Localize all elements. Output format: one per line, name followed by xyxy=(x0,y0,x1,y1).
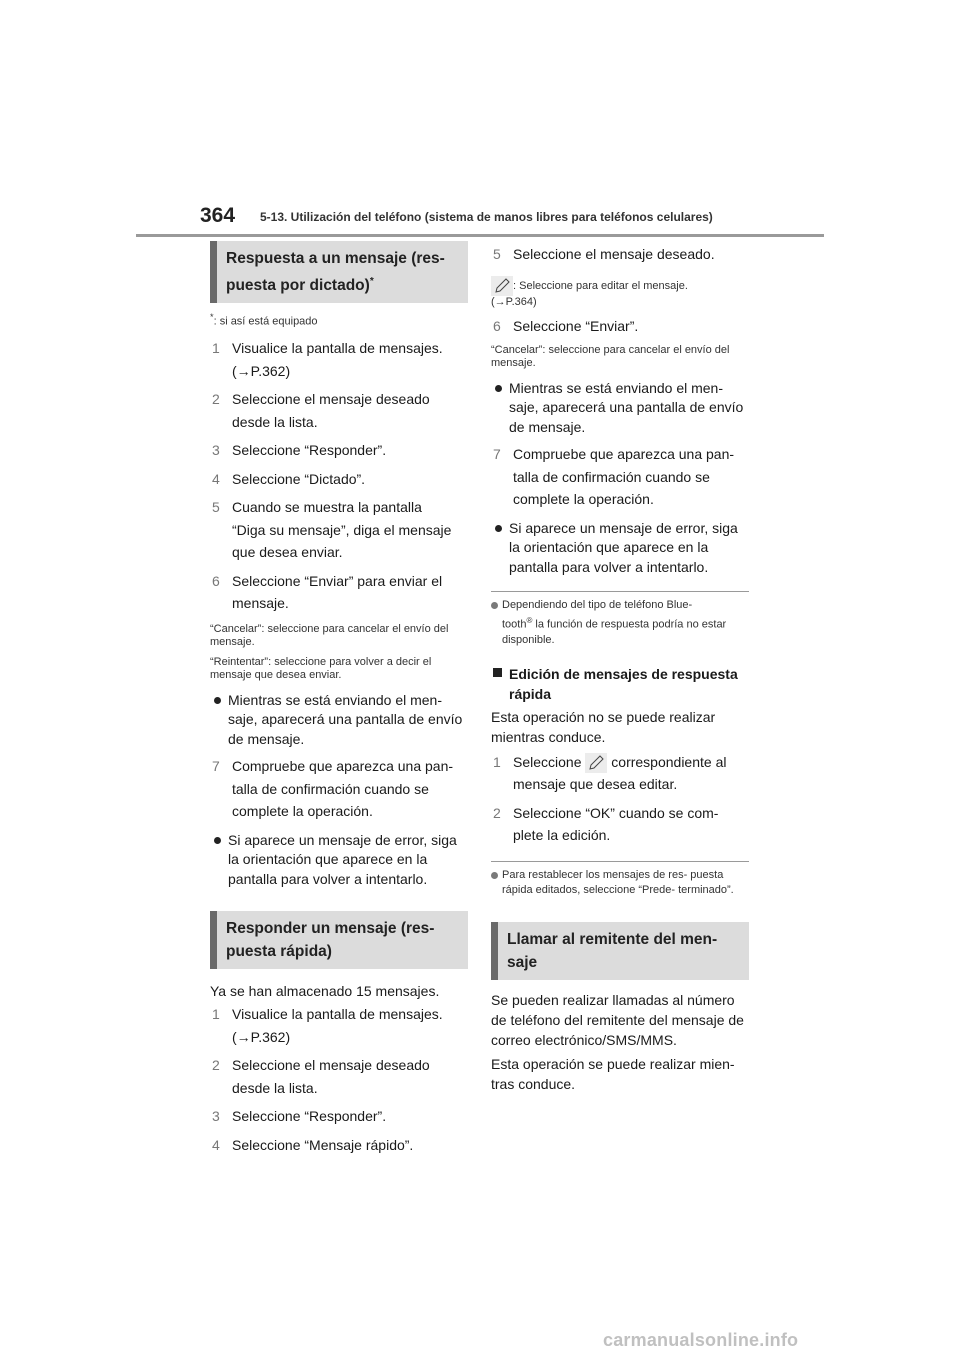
info-divider xyxy=(491,591,749,592)
step-item: 2 Seleccione el mensaje deseado desde la lista. xyxy=(212,391,430,430)
para-call: Se pueden realizar llamadas al número de teléfono del remitente del mensaje de correo electrónico/SMS/MMS. xyxy=(491,991,744,1048)
chapter-title: 5-13. Utilización del teléfono (sistema de manos libres para teléfonos celulares) xyxy=(260,210,713,224)
step-item: 1 Visualice la pantalla de mensajes. (→P.362) xyxy=(212,340,443,379)
step-item: 6 Seleccione “Enviar”. xyxy=(493,318,639,334)
pencil-note: : Seleccione para editar el mensaje. (→P.364) xyxy=(491,276,749,310)
square-bullet-icon xyxy=(493,668,502,677)
watermark: carmanualsonline.info xyxy=(603,1330,799,1350)
note-cancel: “Cancelar”: seleccione para cancelar el envío del mensaje. xyxy=(210,622,449,649)
bullet-sending: Mientras se está enviando el men- saje, aparecerá una pantalla de envío de mensaje. xyxy=(210,691,468,750)
step-item: 1 Visualice la pantalla de mensajes. (→P.362) xyxy=(212,1006,443,1045)
bullet-error: Si aparece un mensaje de error, siga la orientación que aparece en la pantalla para volver a intentarlo. xyxy=(491,519,749,578)
para-no-drive: Esta operación no se puede realizar mientras conduce. xyxy=(491,708,716,745)
step-item: 7 Compruebe que aparezca una pan- talla de confirmación cuando se complete la operación. xyxy=(212,758,454,820)
section-title-line1: Respuesta a un mensaje (res- xyxy=(226,250,445,267)
step-item: 7 Compruebe que aparezca una pan- talla de confirmación cuando se complete la operación. xyxy=(493,446,735,507)
left-column xyxy=(210,241,468,1156)
section-call-sender: Llamar al remitente del men- saje xyxy=(491,922,749,980)
bullet-sending: Mientras se está enviando el men- saje, aparecerá una pantalla de envío de mensaje. xyxy=(491,379,749,438)
step-item: 2 Seleccione el mensaje deseado desde la lista. xyxy=(212,1057,430,1096)
pencil-icon xyxy=(585,753,607,773)
step-item: 3 Seleccione “Responder”. xyxy=(212,1108,387,1125)
step-item: 1 Seleccione correspondiente al mensaje que desea editar. xyxy=(493,753,727,793)
pencil-icon xyxy=(491,276,513,296)
info-bluetooth: Dependiendo del tipo de teléfono Blue- tooth® la función de respuesta podría no estar disponible. xyxy=(491,598,749,648)
bullet-error: Si aparece un mensaje de error, siga la orientación que aparece en la pantalla para volver a intentarlo. xyxy=(210,831,468,890)
step-item: 2 Seleccione “OK” cuando se com- plete la edición. xyxy=(493,804,719,844)
step-item: 4 Seleccione “Dictado”. xyxy=(212,470,366,487)
footnote: *: si así está equipado xyxy=(210,312,318,328)
page-number: 364 xyxy=(200,204,236,227)
info-divider xyxy=(491,861,749,862)
step-item: 5 Cuando se muestra la pantalla “Diga su mensaje”, diga el mensaje que desea enviar. xyxy=(212,499,452,561)
note-retry: “Reintentar”: seleccione para volver a decir el mensaje que desea enviar. xyxy=(210,655,432,682)
subheading-edit: Edición de mensajes de respuesta rápida xyxy=(491,664,749,704)
step-item: 4 Seleccione “Mensaje rápido”. xyxy=(212,1136,414,1153)
step-item: 5 Seleccione el mensaje deseado. xyxy=(493,246,715,262)
para-while-driving: Esta operación se puede realizar mien- tras conduce. xyxy=(491,1055,735,1092)
intro-text: Ya se han almacenado 15 mensajes. xyxy=(210,983,440,1000)
section-reply-dictation xyxy=(210,241,468,303)
page-header xyxy=(200,204,825,232)
info-reset: Para restablecer los mensajes de res- puesta rápida editados, seleccione “Prede- terminado”. xyxy=(491,868,749,898)
step-item: 6 Seleccione “Enviar” para enviar el mensaje. xyxy=(212,572,443,612)
right-column xyxy=(491,241,749,1094)
asterisk-mark: * xyxy=(369,276,374,287)
section-title-line2: puesta por dictado) xyxy=(226,277,370,295)
note-cancel: “Cancelar”: seleccione para cancelar el envío del mensaje. xyxy=(491,343,730,369)
section-quick-reply: Responder un mensaje (res- puesta rápida) xyxy=(210,911,468,969)
step-item: 3 Seleccione “Responder”. xyxy=(212,442,387,459)
header-rule xyxy=(136,234,824,237)
